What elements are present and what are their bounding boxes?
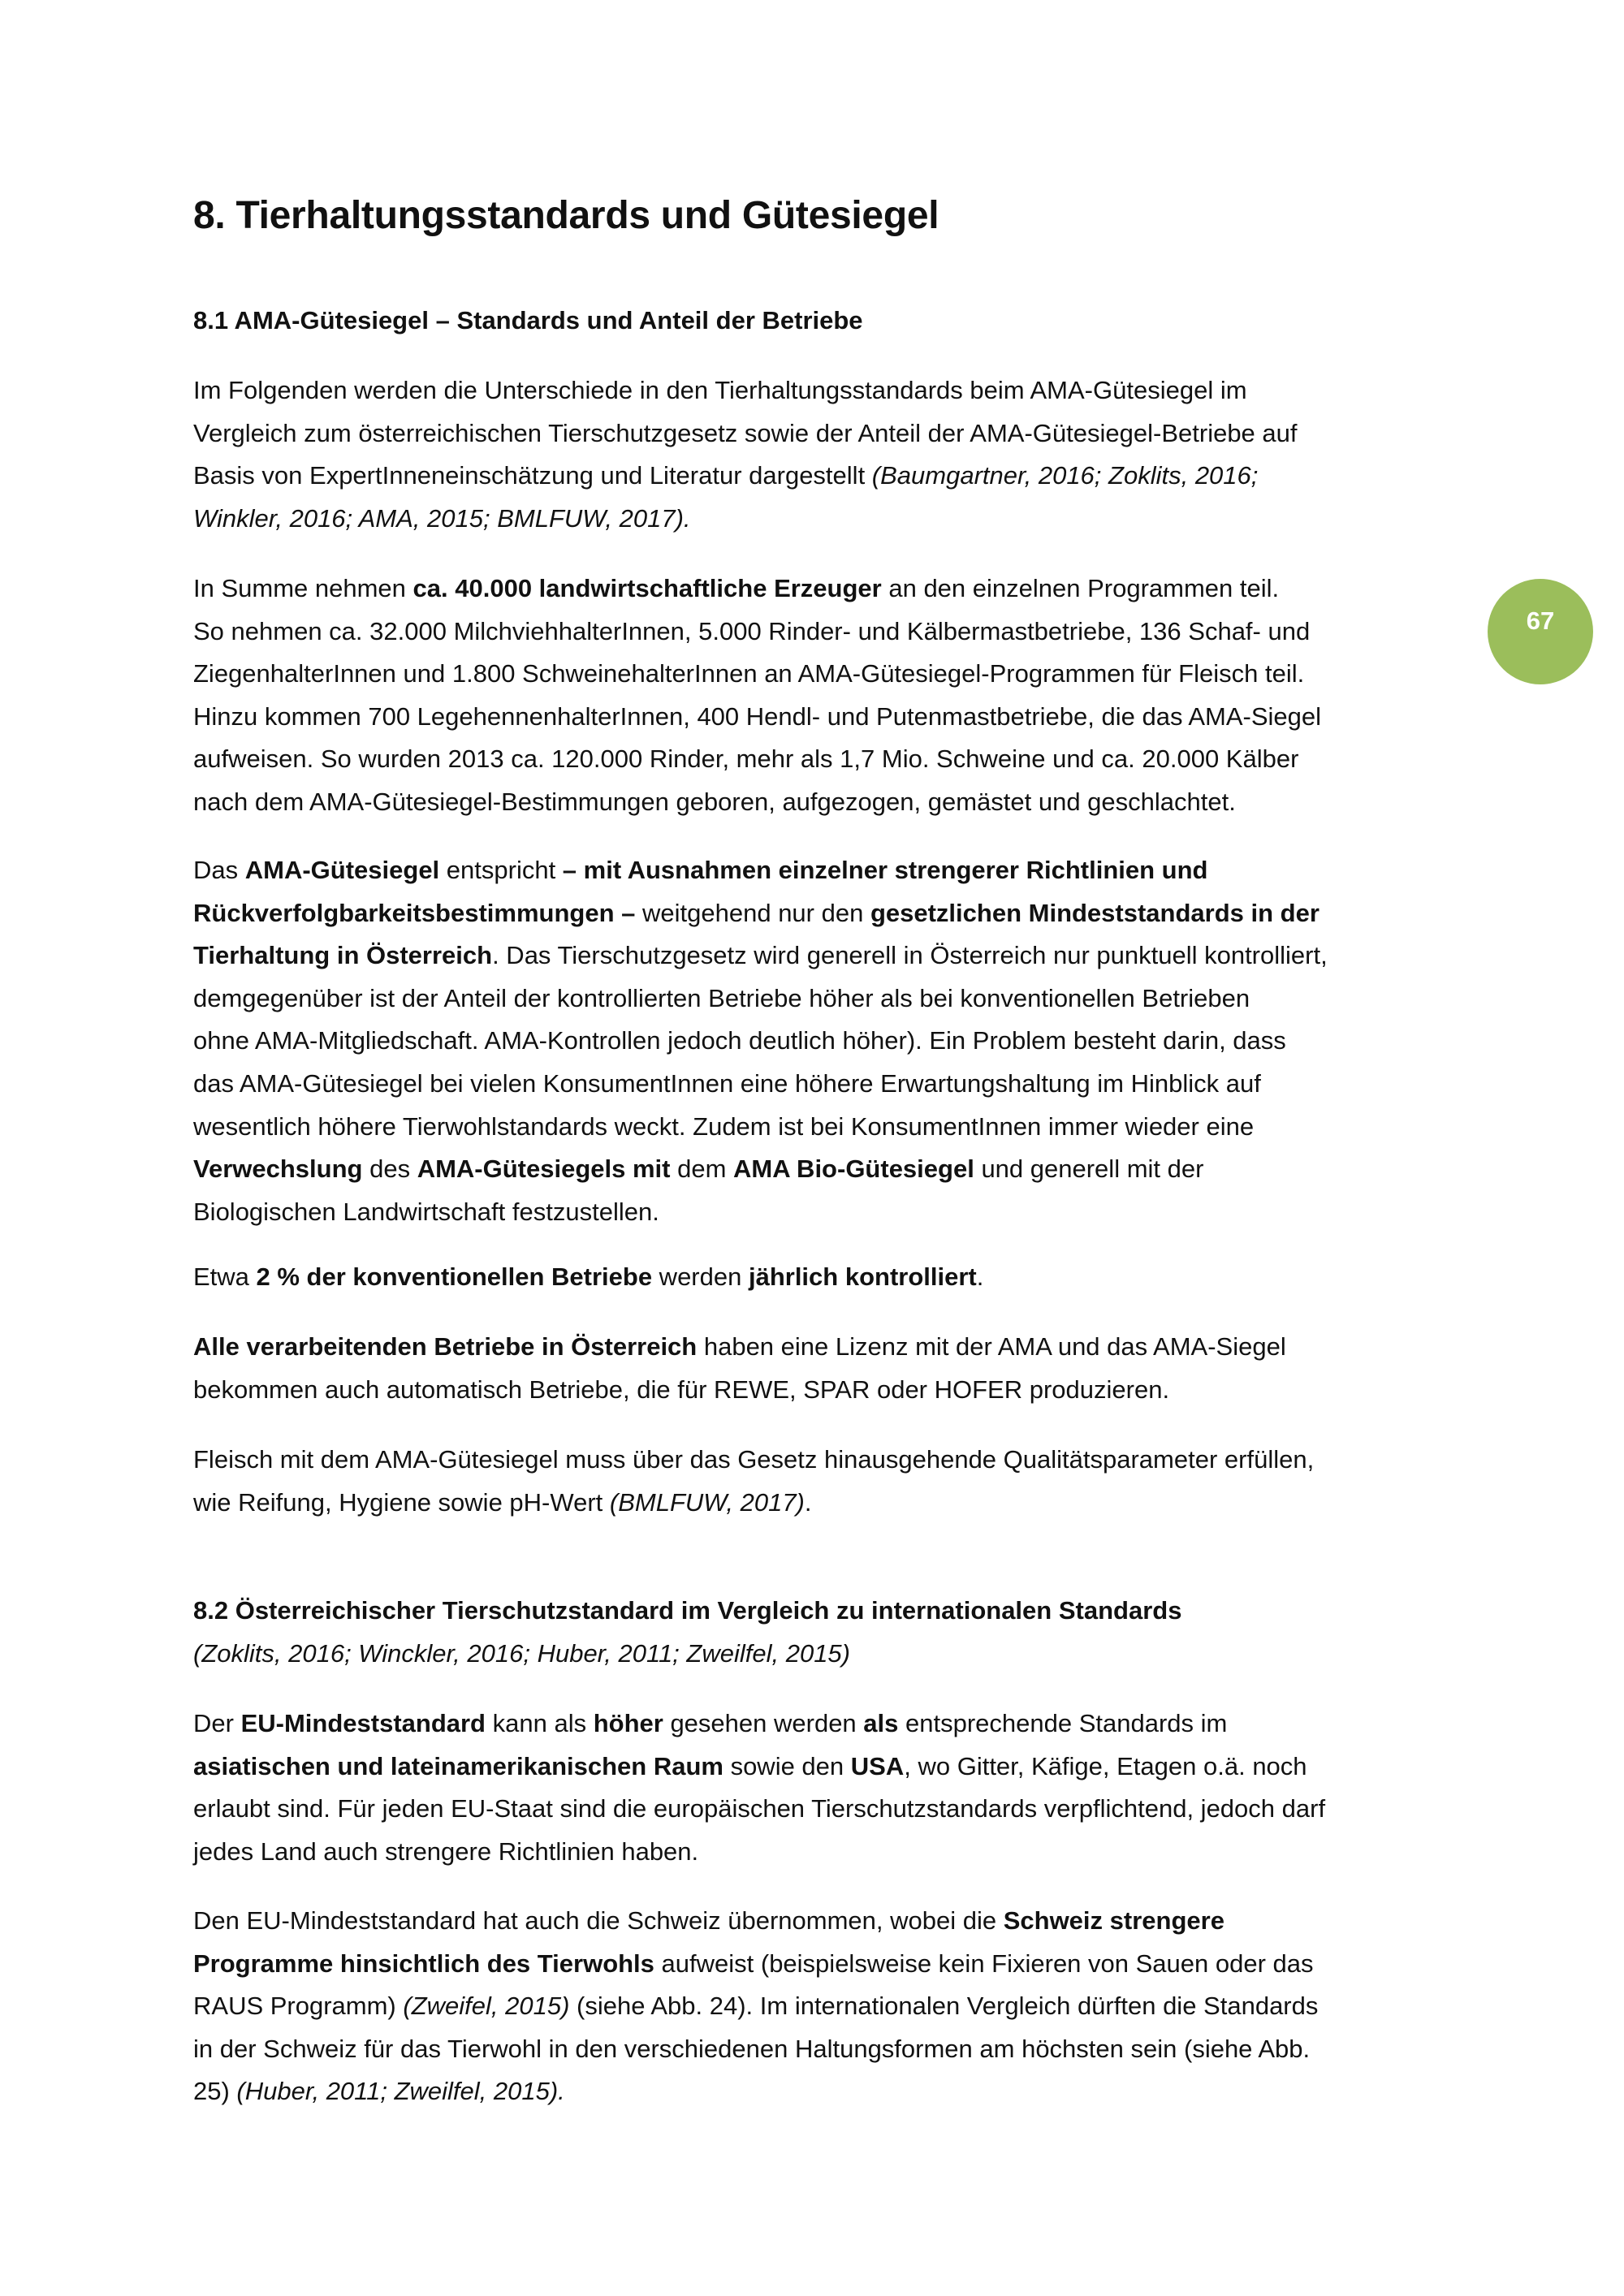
text-run: Basis von ExpertInneneinschätzung und Literatur dargestellt bbox=[193, 461, 872, 490]
text-line: erlaubt sind. Für jeden EU-Staat sind die europäischen Tierschutzstandards verpflichtend, jedoch darf bbox=[193, 1794, 1326, 1823]
emphasis: asiatischen und lateinamerikanischen Raum bbox=[193, 1751, 723, 1780]
text-line bbox=[193, 1703, 1325, 1746]
section-heading-8-1: 8.1 AMA-Gütesiegel – Standards und Anteil der Betriebe bbox=[193, 306, 863, 334]
text-line: Hinzu kommen 700 LegehennenhalterInnen, 400 Hendl- und Putenmastbetriebe, die das AMA-Siegel bbox=[193, 701, 1322, 731]
text-run: dem bbox=[670, 1154, 733, 1184]
text-line: das AMA-Gütesiegel bei vielen KonsumentInnen eine höhere Erwartungshaltung im Hinblick auf bbox=[193, 1068, 1261, 1098]
section-heading-8-2: 8.2 Österreichischer Tierschutzstandard im Vergleich zu internationalen Standards bbox=[193, 1596, 1182, 1625]
text-line: So nehmen ca. 32.000 MilchviehhalterInnen, 5.000 Rinder- und Kälbermastbetriebe, 136 Schaf- und bbox=[193, 616, 1311, 645]
text-run: haben eine Lizenz mit der AMA und das AMA-Siegel bbox=[697, 1332, 1286, 1361]
text-line: wesentlich höhere Tierwohlstandards weckt. Zudem ist bei KonsumentInnen immer wieder eine bbox=[193, 1111, 1255, 1141]
text-line bbox=[193, 1326, 1286, 1369]
paragraph-switzerland bbox=[193, 1900, 1318, 2113]
emphasis: höher bbox=[593, 1709, 663, 1737]
text-run: , wo Gitter, Käfige, Etagen o.ä. noch bbox=[904, 1751, 1307, 1780]
text-line: jedes Land auch strengere Richtlinien haben. bbox=[193, 1836, 699, 1866]
text-line bbox=[193, 1256, 983, 1299]
text-line: Vergleich zum österreichischen Tierschutzgesetz sowie der Anteil der AMA-Gütesiegel-Betriebe auf bbox=[193, 418, 1298, 447]
emphasis: Alle verarbeitenden Betriebe in Österreich bbox=[193, 1332, 698, 1361]
emphasis: ca. 40.000 landwirtschaftliche Erzeuger bbox=[412, 574, 882, 602]
citation: Winkler, 2016; AMA, 2015; BMLFUW, 2017). bbox=[193, 503, 691, 533]
text-run: wie Reifung, Hygiene sowie pH-Wert bbox=[193, 1487, 610, 1517]
citation: (Baumgartner, 2016; Zoklits, 2016; bbox=[871, 461, 1259, 490]
emphasis: EU-Mindeststandard bbox=[240, 1709, 486, 1737]
section-references: (Zoklits, 2016; Winckler, 2016; Huber, 2011; Zweilfel, 2015) bbox=[193, 1639, 850, 1668]
emphasis: 2 % der konventionellen Betriebe bbox=[256, 1262, 653, 1291]
paragraph-standards bbox=[193, 849, 1328, 1233]
text-run: 25) bbox=[193, 2077, 237, 2106]
text-line bbox=[193, 2070, 1318, 2113]
emphasis: AMA Bio-Gütesiegel bbox=[733, 1154, 974, 1184]
citation: (Huber, 2011; Zweilfel, 2015). bbox=[236, 2077, 565, 2106]
text-run: Den EU-Mindeststandard hat auch die Schweiz übernommen, wobei die bbox=[193, 1906, 1004, 1935]
emphasis: USA bbox=[850, 1751, 905, 1780]
paragraph-eu-standard bbox=[193, 1703, 1325, 1873]
text-run: Das bbox=[193, 856, 245, 884]
text-line: Im Folgenden werden die Unterschiede in den Tierhaltungsstandards beim AMA-Gütesiegel im bbox=[193, 376, 1247, 404]
emphasis: Rückverfolgbarkeitsbestimmungen – bbox=[193, 898, 636, 927]
text-line bbox=[193, 455, 1298, 498]
text-line: ohne AMA-Mitgliedschaft. AMA-Kontrollen jedoch deutlich höher). Ein Problem besteht darin, dass bbox=[193, 1026, 1286, 1055]
citation: (BMLFUW, 2017) bbox=[609, 1487, 805, 1517]
text-run: RAUS Programm) bbox=[193, 1992, 404, 2021]
text-line: ZiegenhalterInnen und 1.800 SchweinehalterInnen an AMA-Gütesiegel-Programmen für Fleisch teil. bbox=[193, 659, 1305, 688]
emphasis: AMA-Gütesiegels mit bbox=[417, 1154, 671, 1184]
text-run: entspricht bbox=[439, 856, 563, 884]
paragraph-processors bbox=[193, 1326, 1286, 1411]
text-run: und generell mit der bbox=[974, 1154, 1204, 1184]
text-line: demgegenüber ist der Anteil der kontrollierten Betriebe höher als bei konventionellen Betrieben bbox=[193, 983, 1250, 1012]
text-run: sowie den bbox=[723, 1751, 851, 1780]
text-run: . bbox=[976, 1262, 984, 1291]
text-run: kann als bbox=[486, 1709, 594, 1737]
text-line bbox=[193, 934, 1328, 978]
text-line: Fleisch mit dem AMA-Gütesiegel muss über das Gesetz hinausgehende Qualitätsparameter erfüllen, bbox=[193, 1445, 1315, 1474]
emphasis: jährlich kontrolliert bbox=[748, 1262, 977, 1291]
paragraph-intro bbox=[193, 369, 1298, 540]
text-line: in der Schweiz für das Tierwohl in den verschiedenen Haltungsformen am höchsten sein (siehe Abb. bbox=[193, 2034, 1311, 2063]
text-line bbox=[193, 892, 1328, 935]
text-run: werden bbox=[652, 1262, 749, 1291]
text-line bbox=[193, 1482, 1314, 1525]
text-run: Der bbox=[193, 1709, 241, 1737]
text-line bbox=[193, 1985, 1318, 2028]
emphasis: Programme hinsichtlich des Tierwohls bbox=[193, 1949, 654, 1978]
text-line bbox=[193, 1746, 1325, 1789]
emphasis: AMA-Gütesiegel bbox=[244, 856, 440, 884]
text-line bbox=[193, 849, 1328, 892]
text-run: In Summe nehmen bbox=[193, 574, 413, 602]
text-line bbox=[193, 1943, 1318, 1986]
text-line: aufweisen. So wurden 2013 ca. 120.000 Rinder, mehr als 1,7 Mio. Schweine und ca. 20.000 Kälber bbox=[193, 744, 1299, 774]
text-run: aufweist (beispielsweise kein Fixieren von Sauen oder das bbox=[654, 1949, 1314, 1978]
paragraph-controls bbox=[193, 1256, 983, 1299]
emphasis: Tierhaltung in Österreich bbox=[193, 941, 493, 970]
emphasis: als bbox=[863, 1709, 899, 1737]
emphasis: Schweiz strengere bbox=[1003, 1906, 1224, 1935]
text-run: (siehe Abb. 24). Im internationalen Vergleich dürften die Standards bbox=[569, 1992, 1319, 2021]
text-run: . Das Tierschutzgesetz wird generell in Österreich nur punktuell kontrolliert, bbox=[492, 941, 1328, 970]
text-run: gesehen werden bbox=[663, 1709, 864, 1737]
emphasis: – mit Ausnahmen einzelner strengerer Richtlinien und bbox=[562, 856, 1208, 884]
paragraph-participation bbox=[193, 568, 1321, 824]
text-run: weitgehend nur den bbox=[635, 898, 870, 927]
text-line bbox=[193, 498, 1298, 541]
text-line: nach dem AMA-Gütesiegel-Bestimmungen geboren, aufgezogen, gemästet und geschlachtet. bbox=[193, 787, 1236, 816]
text-line bbox=[193, 568, 1321, 611]
citation: (Zweifel, 2015) bbox=[403, 1992, 570, 2021]
emphasis: Verwechslung bbox=[193, 1154, 363, 1184]
text-run: an den einzelnen Programmen teil. bbox=[881, 574, 1280, 602]
text-run: entsprechende Standards im bbox=[898, 1709, 1228, 1737]
paragraph-quality bbox=[193, 1439, 1314, 1524]
text-run: . bbox=[804, 1487, 812, 1517]
text-line: Biologischen Landwirtschaft festzustellen. bbox=[193, 1197, 659, 1226]
page-number-badge: 67 bbox=[1488, 579, 1593, 684]
text-line bbox=[193, 1900, 1318, 1943]
text-run: des bbox=[362, 1154, 417, 1184]
text-line bbox=[193, 1148, 1328, 1191]
emphasis: gesetzlichen Mindeststandards in der bbox=[870, 898, 1320, 927]
page-title: 8. Tierhaltungsstandards und Gütesiegel bbox=[193, 194, 939, 237]
text-run: Etwa bbox=[193, 1262, 257, 1291]
text-line: bekommen auch automatisch Betriebe, die für REWE, SPAR oder HOFER produzieren. bbox=[193, 1375, 1170, 1404]
